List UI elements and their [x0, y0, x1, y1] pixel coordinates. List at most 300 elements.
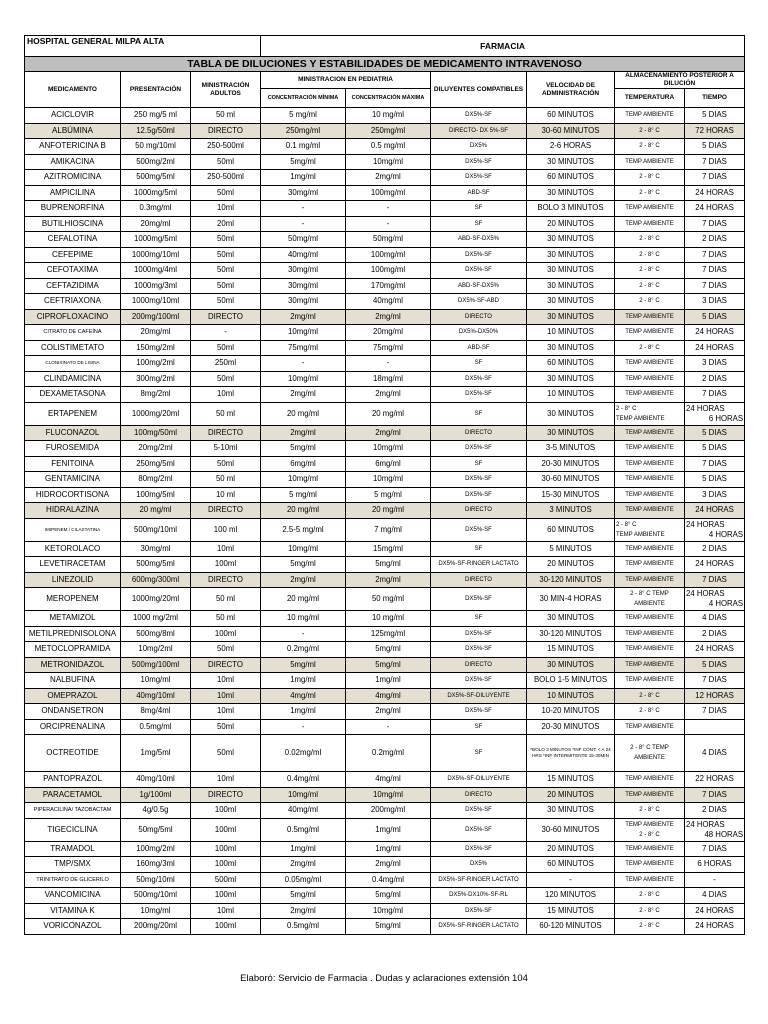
cell-tiempo	[685, 688, 745, 704]
cell-presentacion: 4g/0.5g	[121, 803, 191, 819]
tiempo-line: 4 DIAS	[702, 613, 727, 623]
cell-diluyentes: DX5%-SF	[431, 803, 527, 819]
cell-adultos: 50 ml	[191, 611, 261, 627]
temperatura-line: TEMP AMBIENTE	[625, 630, 674, 637]
tiempo-line: 24 HORAS	[695, 327, 734, 337]
cell-adultos: 100ml	[191, 557, 261, 573]
cell-tiempo	[685, 557, 745, 573]
cell-diluyentes: DX5%	[431, 857, 527, 873]
table-row	[25, 657, 745, 673]
cell-presentacion: 8mg/4ml	[121, 704, 191, 720]
cell-conc-min: 2mg/ml	[261, 903, 346, 919]
cell-tiempo	[685, 487, 745, 503]
cell-presentacion: 80mg/2ml	[121, 472, 191, 488]
temperatura-line: TEMP AMBIENTE	[625, 329, 674, 336]
table-row	[25, 108, 745, 124]
table-row	[25, 402, 745, 425]
cell-velocidad: 3-5 MINUTOS	[527, 441, 615, 457]
cell-diluyentes: DX5%-SF	[431, 387, 527, 403]
cell-velocidad: 30 MINUTOS	[527, 247, 615, 263]
table-row	[25, 441, 745, 457]
cell-tiempo	[685, 719, 745, 735]
cell-conc-min: 4mg/ml	[261, 688, 346, 704]
cell-adultos: 50ml	[191, 154, 261, 170]
cell-medicamento: NALBUFINA	[25, 673, 121, 689]
table-title: TABLA DE DILUCIONES Y ESTABILIDADES DE MEDICAMENTO INTRAVENOSO	[25, 57, 745, 72]
cell-tiempo	[685, 572, 745, 588]
cell-velocidad: 30 MINUTOS	[527, 340, 615, 356]
table-row	[25, 611, 745, 627]
cell-velocidad: 30 MINUTOS	[527, 425, 615, 441]
cell-conc-min: 30mg/ml	[261, 278, 346, 294]
cell-conc-max: 7 mg/ml	[346, 518, 431, 541]
cell-conc-max: 6mg/ml	[346, 456, 431, 472]
cell-temperatura	[615, 108, 685, 124]
table-row	[25, 673, 745, 689]
cell-conc-min: 5mg/ml	[261, 888, 346, 904]
cell-conc-max: 5mg/ml	[346, 888, 431, 904]
cell-velocidad: *BOLO 3 MINUTOS *INF CONT: < A 24 HRS *INF INTERMITENTE 15-30MIN	[527, 735, 615, 772]
cell-tiempo	[685, 818, 745, 841]
cell-velocidad: 30 MIN-4 HORAS	[527, 588, 615, 611]
cell-medicamento: VORICONAZOL	[25, 919, 121, 935]
cell-conc-max: 0.4mg/ml	[346, 872, 431, 888]
table-row	[25, 232, 745, 248]
cell-temperatura	[615, 216, 685, 232]
cell-tiempo	[685, 356, 745, 372]
table-row	[25, 185, 745, 201]
cell-adultos: 50ml	[191, 642, 261, 658]
cell-velocidad: 30-120 MINUTOS	[527, 572, 615, 588]
cell-conc-min: 2mg/ml	[261, 857, 346, 873]
cell-diluyentes: DX5%-SF	[431, 673, 527, 689]
cell-conc-min: -	[261, 626, 346, 642]
tiempo-line: 24 HORAS	[695, 342, 734, 352]
tiempo-line: 3 DIAS	[702, 358, 727, 368]
tiempo-line: 24 HORAS	[686, 403, 725, 413]
cell-presentacion: 1000mg/10ml	[121, 247, 191, 263]
cell-tiempo	[685, 309, 745, 325]
cell-conc-max: 5mg/ml	[346, 642, 431, 658]
temperatura-line: TEMP AMBIENTE	[625, 375, 674, 382]
cell-conc-max: -	[346, 216, 431, 232]
tiempo-line: 5 DIAS	[702, 311, 727, 321]
temperatura-line: TEMP AMBIENTE	[625, 723, 674, 730]
table-row	[25, 356, 745, 372]
cell-diluyentes: DX5%-DX10%-SF-RL	[431, 888, 527, 904]
cell-presentacion: 500mg/2ml	[121, 154, 191, 170]
cell-medicamento: METILPREDNISOLONA	[25, 626, 121, 642]
cell-conc-max: 20mg/ml	[346, 325, 431, 341]
cell-conc-max: 2mg/ml	[346, 425, 431, 441]
cell-diluyentes: DX5%-SF	[431, 441, 527, 457]
cell-medicamento: FLUCONAZOL	[25, 425, 121, 441]
cell-conc-min: 2mg/ml	[261, 425, 346, 441]
cell-medicamento: HIDRALAZINA	[25, 503, 121, 519]
cell-medicamento: GENTAMICINA	[25, 472, 121, 488]
cell-velocidad: 30 MINUTOS	[527, 185, 615, 201]
tiempo-line: 22 HORAS	[695, 774, 734, 784]
temperatura-line: TEMP AMBIENTE	[625, 845, 674, 852]
cell-temperatura	[615, 425, 685, 441]
cell-tiempo	[685, 154, 745, 170]
cell-diluyentes: DX5%-DX50%	[431, 325, 527, 341]
cell-diluyentes: DIRECTO	[431, 309, 527, 325]
cell-conc-max: 5 mg/ml	[346, 487, 431, 503]
cell-conc-max: 50 mg/ml	[346, 588, 431, 611]
tiempo-line: 2 DIAS	[702, 234, 727, 244]
cell-presentacion: 10mg/2ml	[121, 642, 191, 658]
table-row	[25, 371, 745, 387]
table-row	[25, 503, 745, 519]
cell-temperatura	[615, 371, 685, 387]
tiempo-line: 7 DIAS	[702, 789, 727, 799]
temperatura-line: 2 - 8° C	[639, 267, 660, 274]
tiempo-line: -	[713, 874, 716, 884]
cell-presentacion: 100mg/5ml	[121, 487, 191, 503]
cell-tiempo	[685, 139, 745, 155]
cell-tiempo	[685, 170, 745, 186]
cell-velocidad: 60 MINUTOS	[527, 857, 615, 873]
cell-conc-max: 125mg/ml	[346, 626, 431, 642]
temperatura-line: TEMP AMBIENTE	[625, 220, 674, 227]
cell-presentacion: 50mg/5ml	[121, 818, 191, 841]
cell-diluyentes: SF	[431, 735, 527, 772]
cell-velocidad: 30 MINUTOS	[527, 657, 615, 673]
cell-velocidad: 30-120 MINUTOS	[527, 626, 615, 642]
cell-temperatura	[615, 325, 685, 341]
cell-tiempo	[685, 518, 745, 541]
cell-velocidad: 10-20 MINUTOS	[527, 704, 615, 720]
cell-presentacion: 40mg/10ml	[121, 772, 191, 788]
tiempo-line: 7 DIAS	[702, 843, 727, 853]
cell-temperatura	[615, 294, 685, 310]
cell-conc-min: -	[261, 719, 346, 735]
cell-diluyentes: SF	[431, 456, 527, 472]
temperatura-line: TEMP AMBIENTE	[625, 561, 674, 568]
cell-adultos: 100 ml	[191, 518, 261, 541]
cell-tiempo	[685, 402, 745, 425]
tiempo-line: 7 DIAS	[702, 280, 727, 290]
cell-conc-min: 1mg/ml	[261, 704, 346, 720]
cell-conc-max: 0.5 mg/ml	[346, 139, 431, 155]
header-pediatria: MINISTRACION EN PEDIATRIA	[261, 72, 431, 89]
temperatura-line: 2 - 8° C TEMP	[630, 745, 669, 751]
cell-medicamento: TRAMADOL	[25, 841, 121, 857]
cell-temperatura	[615, 487, 685, 503]
temperatura-line: TEMP AMBIENTE	[625, 677, 674, 684]
cell-presentacion: 1000mg/5ml	[121, 185, 191, 201]
cell-tiempo	[685, 919, 745, 935]
cell-diluyentes: DX5%-SF-RINGER LACTATO	[431, 919, 527, 935]
cell-temperatura	[615, 611, 685, 627]
cell-presentacion: 1000mg/5ml	[121, 232, 191, 248]
table-row	[25, 201, 745, 217]
cell-velocidad: 60 MINUTOS	[527, 170, 615, 186]
temperatura-line: 2 - 8° C	[639, 298, 660, 305]
temperatura-line: TEMP AMBIENTE	[625, 112, 674, 119]
tiempo-line: 24 HORAS	[695, 905, 734, 915]
tiempo-line: 3 DIAS	[702, 489, 727, 499]
cell-presentacion: 200mg/20ml	[121, 919, 191, 935]
cell-conc-max: 2mg/ml	[346, 170, 431, 186]
cell-diluyentes: SF	[431, 201, 527, 217]
tiempo-line: 5 DIAS	[702, 443, 727, 453]
cell-adultos: 50ml	[191, 340, 261, 356]
table-row	[25, 309, 745, 325]
hospital-name: HOSPITAL GENERAL MILPA ALTA	[25, 36, 261, 57]
header-conc-min: CONCENTRACIÓN MÍNIMA	[261, 89, 346, 108]
cell-medicamento: CIPROFLOXACINO	[25, 309, 121, 325]
cell-temperatura	[615, 719, 685, 735]
cell-velocidad: 30 MINUTOS	[527, 232, 615, 248]
tiempo-line: 12 HORAS	[695, 690, 734, 700]
cell-diluyentes: DIRECTO	[431, 787, 527, 803]
header-velocidad: VELOCIDAD DE ADMINISTRACIÓN	[527, 72, 615, 108]
table-row	[25, 216, 745, 232]
cell-temperatura	[615, 872, 685, 888]
cell-diluyentes: DIRECTO	[431, 503, 527, 519]
cell-tiempo	[685, 503, 745, 519]
cell-medicamento: ERTAPENEM	[25, 402, 121, 425]
cell-adultos: 10ml	[191, 541, 261, 557]
cell-tiempo	[685, 841, 745, 857]
tiempo-line: 24 HORAS	[695, 644, 734, 654]
cell-velocidad: 30 MINUTOS	[527, 278, 615, 294]
cell-tiempo	[685, 456, 745, 472]
temperatura-line: 2 - 8° C	[639, 692, 660, 699]
table-row	[25, 487, 745, 503]
temperatura-line: TEMP AMBIENTE	[625, 646, 674, 653]
cell-medicamento: TMP/SMX	[25, 857, 121, 873]
cell-presentacion: 50mg/10ml	[121, 872, 191, 888]
cell-medicamento: METRONIDAZOL	[25, 657, 121, 673]
cell-velocidad: 30-60 MINUTOS	[527, 472, 615, 488]
cell-tiempo	[685, 888, 745, 904]
cell-velocidad: 20 MINUTOS	[527, 787, 615, 803]
cell-temperatura	[615, 772, 685, 788]
cell-conc-min: 50mg/ml	[261, 232, 346, 248]
header-medicamento: MEDICAMENTO	[25, 72, 121, 108]
temperatura-line: TEMP AMBIENTE	[625, 545, 674, 552]
tiempo-line: 5 DIAS	[702, 659, 727, 669]
cell-conc-max: 10mg/ml	[346, 441, 431, 457]
cell-conc-min: 1mg/ml	[261, 841, 346, 857]
cell-diluyentes: DX5%-SF-RINGER LACTATO	[431, 557, 527, 573]
cell-conc-min: 1mg/ml	[261, 673, 346, 689]
table-row	[25, 325, 745, 341]
table-row	[25, 626, 745, 642]
cell-velocidad: -	[527, 872, 615, 888]
cell-adultos: 10 ml	[191, 487, 261, 503]
cell-medicamento: CEFTRIAXONA	[25, 294, 121, 310]
cell-presentacion: 100mg/2ml	[121, 356, 191, 372]
temperatura-line: 2 - 8° C	[639, 189, 660, 196]
cell-diluyentes: DX5%-SF	[431, 903, 527, 919]
cell-presentacion: 1mg/5ml	[121, 735, 191, 772]
cell-adultos: 10ml	[191, 772, 261, 788]
cell-presentacion: 250mg/5ml	[121, 456, 191, 472]
cell-diluyentes: SF	[431, 541, 527, 557]
cell-diluyentes: DX5%-SF	[431, 704, 527, 720]
temperatura-line: TEMP AMBIENTE	[625, 313, 674, 320]
cell-velocidad: 30 MINUTOS	[527, 263, 615, 279]
cell-conc-min: -	[261, 216, 346, 232]
cell-conc-min: 40mg/ml	[261, 803, 346, 819]
cell-conc-max: 2mg/ml	[346, 387, 431, 403]
cell-conc-max: -	[346, 719, 431, 735]
cell-velocidad: 20 MINUTOS	[527, 841, 615, 857]
table-row	[25, 872, 745, 888]
table-row	[25, 294, 745, 310]
cell-velocidad: 60 MINUTOS	[527, 518, 615, 541]
cell-adultos: 50 ml	[191, 402, 261, 425]
tiempo-line: 5 DIAS	[702, 427, 727, 437]
cell-presentacion: 500mg/10ml	[121, 518, 191, 541]
cell-presentacion: 100mg/2ml	[121, 841, 191, 857]
cell-temperatura	[615, 704, 685, 720]
cell-tiempo	[685, 673, 745, 689]
cell-presentacion: 0.5mg/ml	[121, 719, 191, 735]
cell-medicamento: BUTILHIOSCINA	[25, 216, 121, 232]
cell-temperatura	[615, 688, 685, 704]
cell-medicamento: CEFOTAXIMA	[25, 263, 121, 279]
cell-diluyentes: SF	[431, 611, 527, 627]
cell-presentacion: 500mg/5ml	[121, 170, 191, 186]
cell-medicamento: ALBÚMINA	[25, 123, 121, 139]
cell-conc-min: 10mg/ml	[261, 541, 346, 557]
cell-velocidad: 20 MINUTOS	[527, 216, 615, 232]
table-row	[25, 557, 745, 573]
cell-conc-max: 250mg/ml	[346, 123, 431, 139]
table-row	[25, 247, 745, 263]
cell-tiempo	[685, 857, 745, 873]
cell-conc-max: 10 mg/ml	[346, 108, 431, 124]
cell-temperatura	[615, 888, 685, 904]
cell-presentacion: 500mg/5ml	[121, 557, 191, 573]
cell-adultos: 100ml	[191, 818, 261, 841]
cell-presentacion: 500mg/8ml	[121, 626, 191, 642]
cell-conc-min: 2mg/ml	[261, 387, 346, 403]
tiempo-line: 7 DIAS	[702, 574, 727, 584]
temperatura-line: TEMP AMBIENTE	[625, 205, 674, 212]
cell-presentacion: 1000mg/20ml	[121, 588, 191, 611]
cell-velocidad: 60 MINUTOS	[527, 108, 615, 124]
header-almacenamiento: ALMACENAMIENTO POSTERIOR A DILUCIÓN	[615, 72, 745, 89]
tiempo-line: 7 DIAS	[702, 265, 727, 275]
table-row	[25, 857, 745, 873]
cell-adultos: DIRECTO	[191, 503, 261, 519]
cell-temperatura	[615, 472, 685, 488]
cell-tiempo	[685, 704, 745, 720]
table-row	[25, 123, 745, 139]
cell-temperatura	[615, 803, 685, 819]
cell-adultos: DIRECTO	[191, 123, 261, 139]
cell-velocidad: 2-6 HORAS	[527, 139, 615, 155]
cell-diluyentes: SF	[431, 719, 527, 735]
cell-temperatura	[615, 185, 685, 201]
cell-presentacion: 100mg/50ml	[121, 425, 191, 441]
cell-conc-max: 0.2mg/ml	[346, 735, 431, 772]
tiempo-line-2: 4 HORAS	[708, 599, 744, 608]
tiempo-line: 24 HORAS	[686, 589, 725, 598]
tiempo-line: 24 HORAS	[695, 921, 734, 931]
cell-adultos: 10ml	[191, 201, 261, 217]
cell-temperatura	[615, 247, 685, 263]
dilution-sheet	[24, 35, 744, 935]
cell-presentacion: 500mg/10ml	[121, 888, 191, 904]
tiempo-line: 7 DIAS	[702, 249, 727, 259]
table-row	[25, 588, 745, 611]
cell-conc-min: 10mg/ml	[261, 325, 346, 341]
cell-velocidad: 60 MINUTOS	[527, 356, 615, 372]
cell-diluyentes: DX5%-SF	[431, 154, 527, 170]
cell-adultos: DIRECTO	[191, 787, 261, 803]
cell-adultos: 10ml	[191, 903, 261, 919]
tiempo-line: 5 DIAS	[702, 141, 727, 151]
cell-conc-max: 2mg/ml	[346, 309, 431, 325]
cell-tiempo	[685, 541, 745, 557]
tiempo-line: 24 HORAS	[686, 819, 725, 829]
cell-velocidad: BOLO 1-5 MINUTOS	[527, 673, 615, 689]
table-row	[25, 919, 745, 935]
cell-temperatura	[615, 518, 685, 541]
cell-velocidad: 10 MINUTOS	[527, 325, 615, 341]
cell-temperatura	[615, 402, 685, 425]
table-row	[25, 387, 745, 403]
cell-conc-min: 5mg/ml	[261, 657, 346, 673]
cell-presentacion: 0.3mg/ml	[121, 201, 191, 217]
cell-conc-min: 10mg/ml	[261, 787, 346, 803]
cell-presentacion: 250 mg/5 ml	[121, 108, 191, 124]
cell-velocidad: 60-120 MINUTOS	[527, 919, 615, 935]
temperatura-line: TEMP AMBIENTE	[625, 791, 674, 798]
cell-medicamento: OCTREOTIDE	[25, 735, 121, 772]
cell-medicamento: CITRATO DE CAFEÍNA	[25, 325, 121, 341]
cell-conc-min: 6mg/ml	[261, 456, 346, 472]
table-row	[25, 787, 745, 803]
cell-conc-max: 2mg/ml	[346, 857, 431, 873]
tiempo-line: 7 DIAS	[702, 458, 727, 468]
cell-conc-min: 250mg/ml	[261, 123, 346, 139]
cell-tiempo	[685, 123, 745, 139]
cell-medicamento: PANTOPRAZOL	[25, 772, 121, 788]
cell-conc-min: 30mg/ml	[261, 263, 346, 279]
table-row	[25, 735, 745, 772]
cell-conc-min: 20 mg/ml	[261, 588, 346, 611]
cell-diluyentes: DX5%-SF	[431, 642, 527, 658]
cell-velocidad: 30 MINUTOS	[527, 402, 615, 425]
cell-diluyentes: DX5%-SF-DILUYENTE	[431, 772, 527, 788]
cell-adultos: 50ml	[191, 232, 261, 248]
cell-temperatura	[615, 123, 685, 139]
cell-diluyentes: DX5%-SF	[431, 818, 527, 841]
temperatura-line: TEMP AMBIENTE	[625, 476, 674, 483]
cell-temperatura	[615, 456, 685, 472]
cell-medicamento: CLINDAMICINA	[25, 371, 121, 387]
cell-diluyentes: SF	[431, 216, 527, 232]
cell-conc-min: 2mg/ml	[261, 572, 346, 588]
cell-conc-min: 5 mg/ml	[261, 487, 346, 503]
cell-conc-max: 40mg/ml	[346, 294, 431, 310]
tiempo-line: 24 HORAS	[695, 187, 734, 197]
cell-medicamento: PARACETAMOL	[25, 787, 121, 803]
cell-temperatura	[615, 557, 685, 573]
cell-presentacion: 8mg/2ml	[121, 387, 191, 403]
cell-presentacion: 600mg/300ml	[121, 572, 191, 588]
cell-conc-max: 4mg/ml	[346, 772, 431, 788]
table-row	[25, 772, 745, 788]
